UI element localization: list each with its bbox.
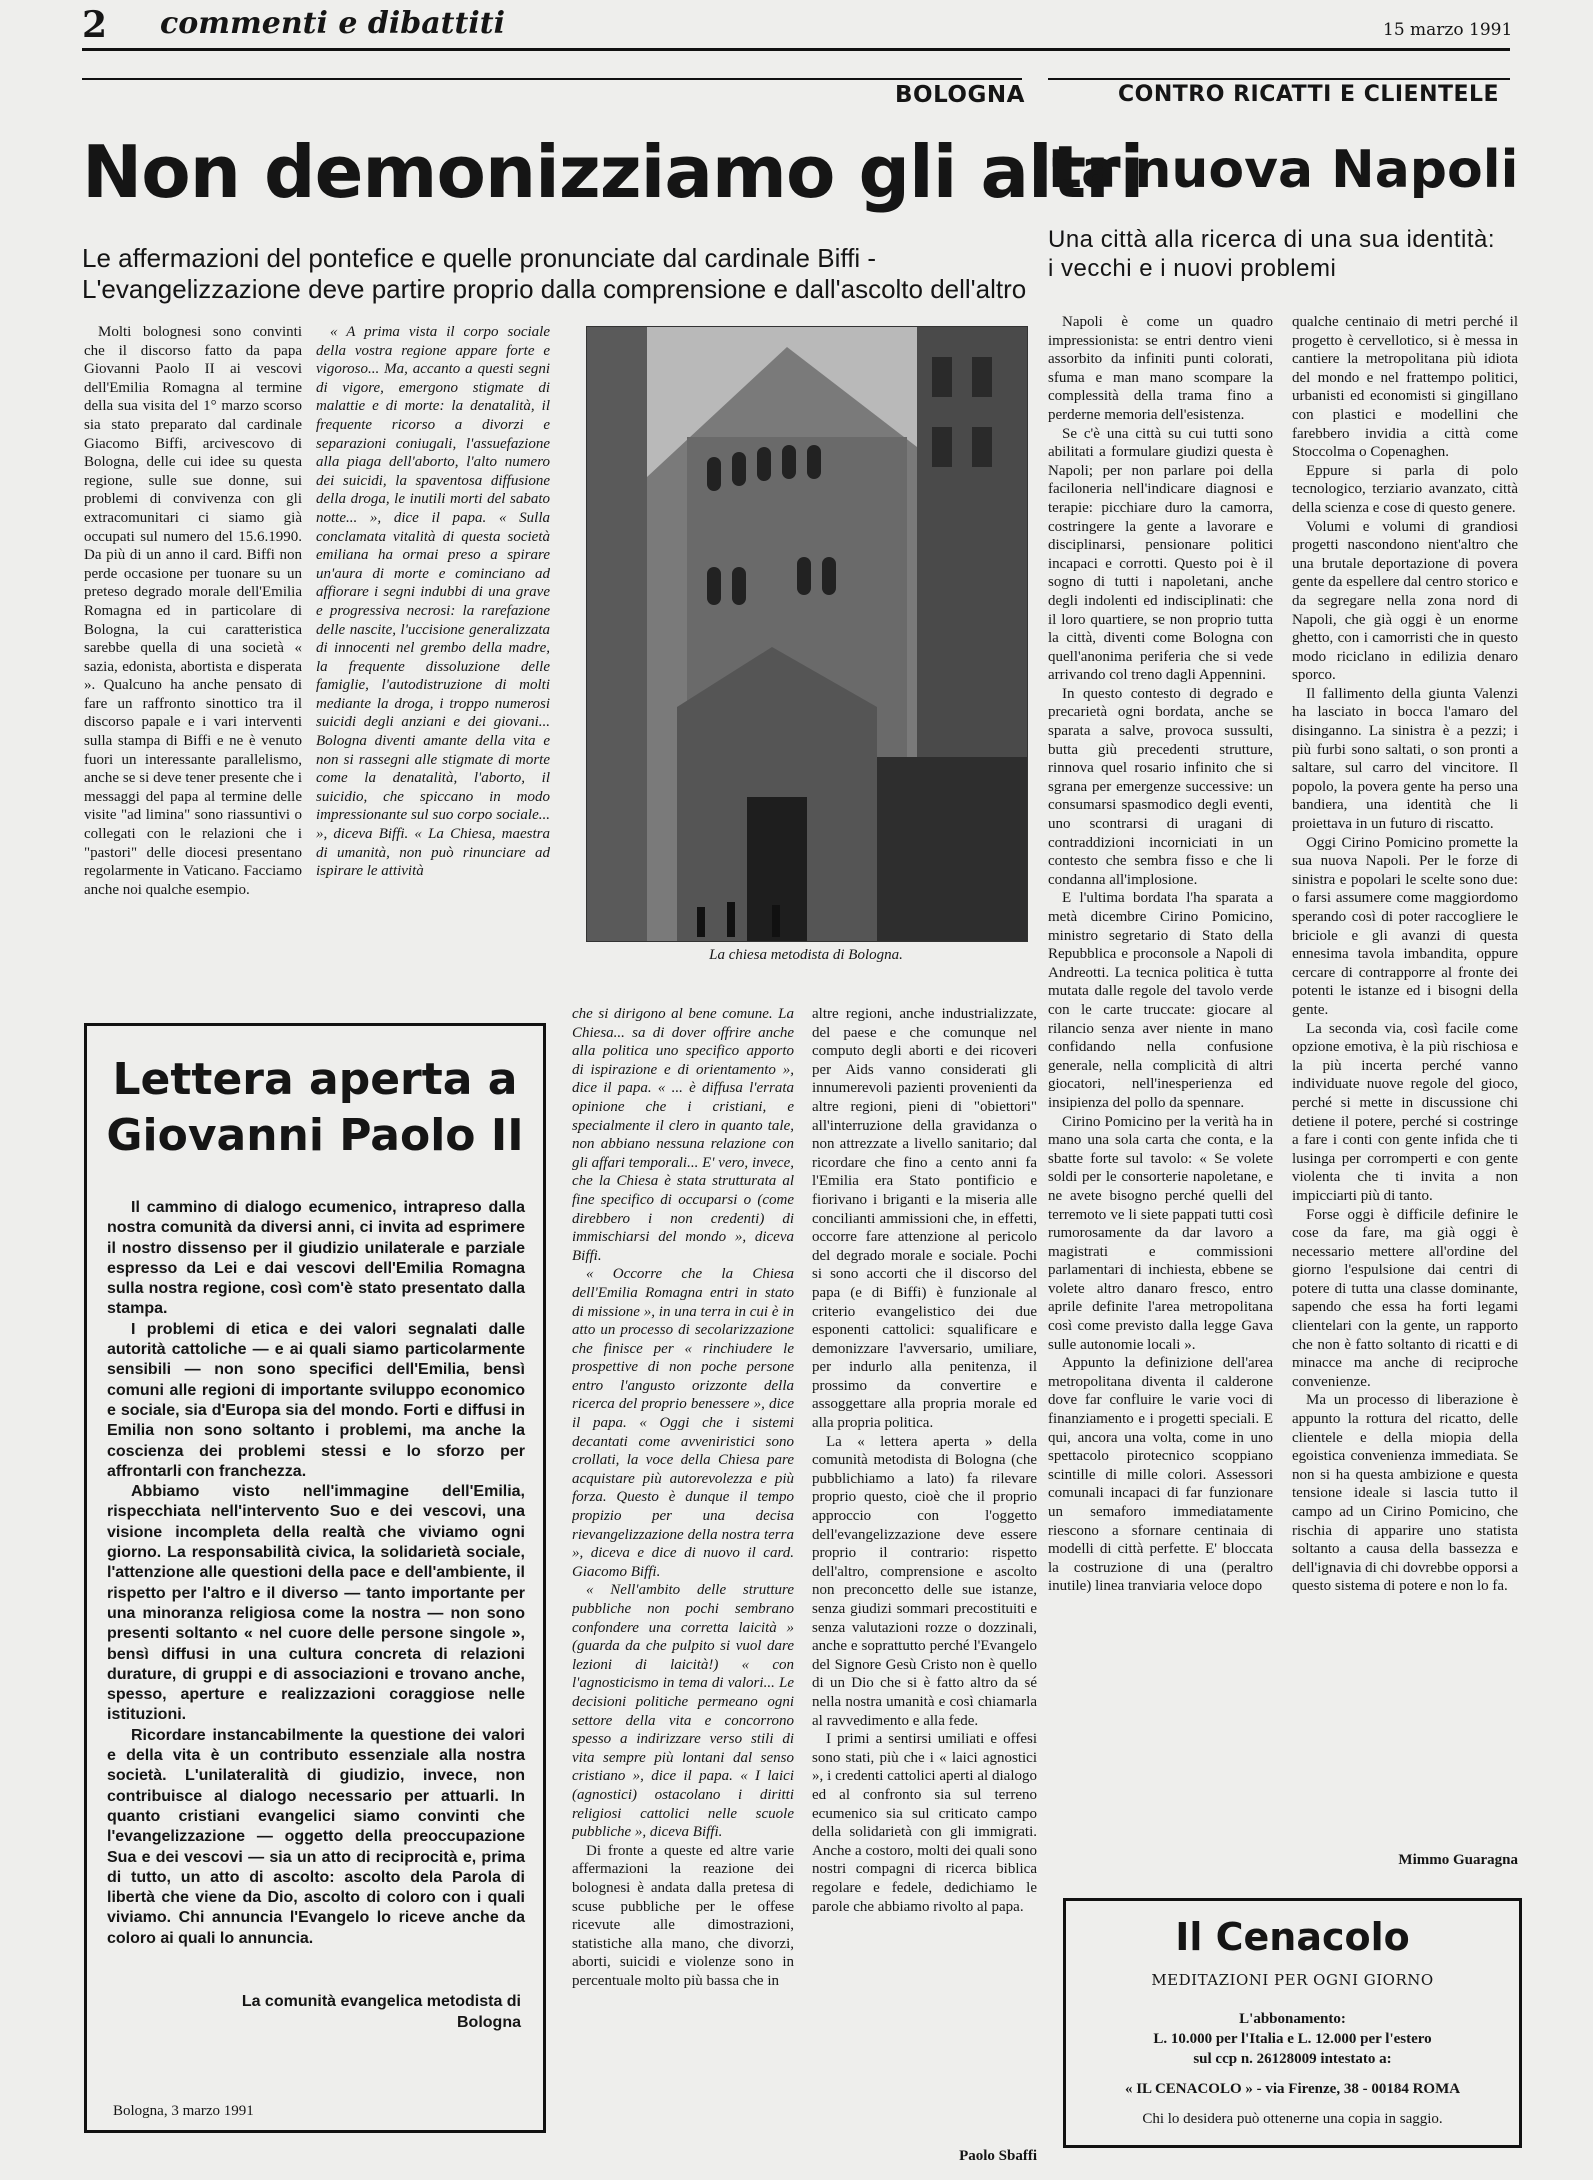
page-number: 2 [82,4,108,46]
paragraph: Appunto la definizione dell'area metropolitana diventa il calderone dove far confluire le varie voci di finanziamento e i progetti speciali. E qui, ancora una volta, come in uno spettacolo pirotecnico scoppiano scintille di mille colori. Assessori comunali incapaci di far funzionare un semaforo immediatamente riescono a sfornare centinaia di modelli di città perfette. E' bloccata la costruzione di una (peraltro inutile) linea tranviaria veloce dopo [1048,1355,1273,1595]
ad-line: « IL CENACOLO » - via Firenze, 38 - 00184 ROMA [1124,2081,1461,2097]
right-article-column-2 [1292,313,1518,1873]
right-kicker-rule [1048,78,1510,80]
header-rule [82,48,1510,51]
photo-caption: La chiesa metodista di Bologna. [709,947,903,963]
letter-title: Lettera aperta a Giovanni Paolo II [106,1054,524,1161]
paragraph: Volumi e volumi di grandiosi progetti nascondono nient'altro che una brutale deportazione di povera gente da espellere dal centro storico e da segregare nella zona nord di Napoli, che già oggi è un enorme ghetto, con i camorristi che in questo modo riciclano in edilizia denaro sporco. [1292,518,1518,684]
paragraph: « Nell'ambito delle strutture pubbliche non pochi sembrano confondere una corretta laicità » (guarda da che pulpito si vuol dare lezioni di laicità!) « con l'agnosticismo in tema di valori... Le decisioni politiche permeano ogni settore della vita e concorrono spesso a indirizzare verso stili di vita sempre più lontani dal senso cristiano », dice il papa. « I laici (agnostici) ostacolano i diritti religiosi cattolici nelle scuole pubbliche », diceva Biffi. [572,1582,794,1841]
paragraph: In questo contesto di degrado e precarietà ogni bordata, anche se sparata a salve, provoca sussulti, butta giù precedenti strutture, rinnova quel rosario infinito che si sgrana per emergenze successive: un consumarsi spasmodico degli eventi, uno scontrarsi di uragani di contraddizioni incorniciati in un contesto che sembra fisso e che li condanna all'implosione. [1048,685,1273,888]
cenacolo-ad [1063,1898,1522,2148]
open-letter-box [84,1023,546,2133]
left-kicker-rule [82,78,1022,80]
ad-title: Il Cenacolo [1175,1915,1410,1959]
paragraph: che si dirigono al bene comune. La Chiesa... sa di dover offrire anche alla politica uno specifico apporto di ispirazione e di orientamento », dice il papa. « ... è diffusa l'errata opinione che i cristiani, e specialmente il clero in quanto tale, non abbiano nessuna relazione con gli affari temporali... E' vero, invece, che la Chiesa è stata strutturata al fine specifico di occuparsi o (come direbbero i non credenti) di immischiarsi del mondo », diceva Biffi. [572,1006,794,1264]
paragraph: I primi a sentirsi umiliati e offesi sono stati, più che i « laici agnostici », i credenti cattolici aperti al dialogo ed al confronto sia sul terreno ecumenico sia sul criticato campo della solidarietà con gli immigrati. Anche a costoro, molti dei quali sono nostri compagni di ricerca biblica regolare e fedele, dedichiamo le parole che abbiamo rivolto al papa. [812,1731,1037,1915]
paragraph: qualche centinaio di metri perché il progetto è cervellotico, si è messa in cantiere la metropolitana più idiota del mondo e nel frattempo politici, urbanisti ed economisti si gingillano con plastici e modellini che farebbero invidia a città come Stoccolma o Copenaghen. [1292,314,1518,461]
paragraph: Oggi Cirino Pomicino promette la sua nuova Napoli. Per le forze di sinistra e popolari le scelte sono due: o farsi assumere come maggiordomo sperando così di poter raccogliere le briciole e gli avanzi di questa ennesima tavola imbandita, oppure cercare di contrapporre al fronte dei potenti le istanze ed i bisogni della gente. [1292,834,1518,1018]
left-kicker: BOLOGNA [895,82,1025,108]
paragraph: La seconda via, così facile come opzione emotiva, è la più rischiosa e la più incerta perché vanno individuate nuove regole del gioco, perché si mette in discussione chi detiene il potere, perché si costringe a fare i conti con gente infida che ti lusinga per corromperti e con gente violenta che ti invita a non impicciarti più di tanto. [1292,1020,1518,1204]
paragraph: Eppure si parla di polo tecnologico, terziario avanzato, città della scienza e cose di questo genere. [1292,462,1518,516]
paragraph: Ma un processo di liberazione è appunto la rottura del ricatto, delle clientele e della miopia della egoistica convenienza immediata. Se non si ha questa ambizione e questa tensione ideale si lascia tutto il campo ad un Cirino Pomicino, che rischia di apparire uno statista soltanto a causa della bassezza e dell'ignavia di chi dovrebbe opporsi a questo sistema di potere e non lo fa. [1292,1392,1518,1595]
left-article-column-3 [572,1005,794,2137]
paragraph: Molti bolognesi sono convinti che il discorso fatto da papa Giovanni Paolo II ai vescovi dell'Emilia Romagna al termine della sua visita del 1° marzo scorso sia stato preparato dal cardinale Giacomo Biffi, arcivescovo di Bologna, delle cui idee su questa regione, sulle sue donne, sui problemi di convivenza con gli extracomunitari ci siamo già occupati sul numero del 15.6.1990. Da più di un anno il card. Biffi non perde occasione per tuonare su un preteso degrado morale dell'Emilia Romagna ed in particolare di Bologna, la cui caratteristica sarebbe quella di una società « sazia, edonista, abortista e disperata ». Qualcuno ha anche pensato di fare un raffronto sinottico tra il discorso papale e i vari interventi sulla stampa di Biffi e ne è venuto fuori un interessante parallelismo, anche se si deve tener presente che i messaggi del papa al termine delle visite "ad limina" sono riassuntivi o collegati con le relazioni che i "pastori" delle diocesi presentano regolarmente in Vaticano. Facciamo anche noi qualche esempio. [84,324,302,898]
letter-paragraph: I problemi di etica e dei valori segnalati dalle autorità cattoliche — e ai quali siamo particolarmente sensibili — non sono specifici dell'Emilia, bensì comuni alle regioni di importante sviluppo economico e sociale, sia d'Europa sia del mondo. Forti e diffusi in Emilia non sono soltanto i problemi, ma anche la coscienza dei problemi stessi e lo sforzo per affrontarli con franchezza. [107,1320,525,1480]
left-subhead: Le affermazioni del pontefice e quelle pronunciate dal cardinale Biffi - L'evangelizzazione deve partire proprio dalla comprensione e dall'ascolto dell'altro [82,243,1027,304]
left-headline: Non demonizziamo gli altri [82,130,1144,214]
left-byline: Paolo Sbaffi [959,2148,1037,2164]
paragraph: Forse oggi è difficile definire le cose da fare, ma già oggi è necessario mettere all'ordine del giorno l'espulsione dai centri di potere di tutta una classe dominante, sapendo che essa ha forti legami clientelari con la gente, un rapporto che non è fatto soltanto di ricatti e di minacce ma anche di reciproche convenienze. [1292,1206,1518,1390]
ad-subtitle: MEDITAZIONI PER OGNI GIORNO [1151,1971,1434,1989]
church-illustration [587,327,1027,941]
ad-details [1066,2009,1519,2099]
right-article-column-1 [1048,313,1273,1873]
church-photo [586,326,1028,942]
ad-footer: Chi lo desidera può ottenerne una copia in saggio. [1142,2111,1443,2127]
letter-paragraph: Ricordare instancabilmente la questione dei valori e della vita è un contributo essenziale alla nostra società. L'unilateralità di giudizio, invece, non contribuisce al dialogo necessario per attuarli. In quanto cristiani evangelici siamo convinti che l'evangelizzazione — oggetto della preoccupazione Sua e dei vescovi — sia un atto di reciprocità e, prima di tutto, un atto di ascolto: ascolto dela Parola di libertà che viene da Dio, ascolto di coloro con i quali viviamo. Chi annuncia l'Evangelo lo riceve anche da coloro ai quali lo annuncia. [107,1726,525,1947]
ad-line: L. 10.000 per l'Italia e L. 12.000 per l'estero [1153,2031,1432,2047]
section-title: commenti e dibattiti [160,6,506,41]
left-article-column-2 [316,323,550,1008]
paragraph: « A prima vista il corpo sociale della vostra regione appare forte e vigoroso... Ma, accanto a questi segni di vigore, emergono stigmate di malattie e di morte: la denatalità, il frequente ricorso a divorzi e separazioni coniugali, l'assuefazione alla piaga dell'aborto, l'alto numero dei suicidi, la spaventosa diffusione della droga, le inutili morti del sabato notte... », dice il papa. « Sulla conclamata vitalità di questa società emiliana ha ormai preso a spirare un'aura di morte e cominciano ad affiorare i segni indubbi di una grave e progressiva necrosi: la rarefazione delle nascite, l'uccisione generalizzata di innocenti nel grembo della madre, la frequente dissoluzione delle famiglie, l'autodistruzione di molti mediante la droga, i troppo numerosi suicidi degli anziani e dei giovani... Bologna diventi amante della vita e non si rassegni alle stigmate di morte come la denatalità, l'aborto, il suicidio, che spiccano in modo impressionante sul suo corpo sociale... », diceva Biffi. « La Chiesa, maestra di umanità, non può rinunciare ad ispirare le attività [316,324,550,880]
letter-paragraph: Abbiamo visto nell'immagine dell'Emilia, rispecchiata nell'intervento Suo e dei vescovi, una visione incompleta della realtà che viviamo ogni giorno. La responsabilità civica, la solidarietà sociale, l'attenzione alle questioni della pace e dell'ambiente, il rispetto per l'altro e il diverso — tanto importante per una minoranza religiosa come la nostra — non sono presenti soltanto « nel cuore delle persone singole », bensì diffusi in una cultura concreta di relazioni durature, di gruppi e di associazioni e trovano anche, spesso, aperture e realizzazioni coraggiose nelle istituzioni. [107,1483,525,1724]
issue-date: 15 marzo 1991 [1383,20,1513,40]
paragraph: Se c'è una città su cui tutti sono abilitati a formulare giudizi questa è Napoli; per non parlare poi della faciloneria nell'indicare diagnosi e terapie: picchiare duro la camorra, costringere la gente a lavorare e disciplinarsi, pensionare politici incapaci e corrotti. Questo poi è il sogno di tutti i napoletani, anche degli indolenti ed indisciplinati: che il loro quartiere, se non proprio tutta la città, diventi come Bologna con quell'anonima periferia che si vede arrivando col treno dagli Appennini. [1048,425,1273,684]
left-article-column-4 [812,1005,1037,2115]
ad-line: L'abbonamento: [1239,2011,1346,2027]
letter-paragraph: Il cammino di dialogo ecumenico, intrapreso dalla nostra comunità da diversi anni, ci invita ad esprimere il nostro dissenso per il giudizio unilaterale e parziale espresso da Lei e dai vescovi dell'Emilia Romagna sulla nostra regione, così com'è stato presentato dalla stampa. [107,1199,525,1318]
paragraph: E l'ultima bordata l'ha sparata a metà dicembre Cirino Pomicino, ministro segretario di Stato della Repubblica e proconsole a Napoli di Andreotti. La tecnica politica è tutta mutata dalle regole del tavolo verde con le carte truccate: giocare al rilancio senza aver niente in mano confidando nella confusione generale, nella complicità di altri giocatori, nell'inesperienza ed insipienza del pollo da spennare. [1048,890,1273,1111]
right-byline: Mimmo Guaragna [1398,1852,1518,1868]
ad-line: sul ccp n. 26128009 intestato a: [1193,2051,1392,2067]
paragraph: altre regioni, anche industrializzate, del paese e che comunque nel computo degli aborti e dei ricoveri per Aids vanno considerati gli innumerevoli pazienti provenienti da altre regioni, pieni di "obiettori" all'interruzione della gravidanza o non attrezzate a livello sanitario; dal ricordare che fino a cento anni fa l'Emilia era Stato pontificio e fiorivano i briganti e la miseria alle concilianti ammissioni che, in effetti, occorre fare attenzione al pericolo del degrado morale e sociale. Pochi si sono accorti che il discorso del papa (e di Biffi) è funzionale al criterio evangelistico dei due esponenti cattolici: squalificare e demonizzare l'avversario, umiliare, per indurlo alla penitenza, il prossimo da convertire e assoggettare alla propria morale ed alla propria politica. [812,1006,1037,1432]
right-subhead: Una città alla ricerca di una sua identità: i vecchi e i nuovi problemi [1048,226,1496,282]
left-article-column-1 [84,323,302,1008]
paragraph: Cirino Pomicino per la verità ha in mano una sola carta che conta, e la sbatte forte sul tavolo: « Se volete soldi per le consorterie napoletane, e ne avete bisogno perché quelli del terremoto ve li siete pappati tutti così rumorosamente da dar lavoro a magistrati e commissioni parlamentari di inchiesta, ebbene se volete altro danaro fresco, entro aprile definite l'area metropolitana così come previsto dalla legge Gava sulle autonomie locali ». [1048,1113,1273,1353]
paragraph: Di fronte a queste ed altre varie affermazioni la reazione dei bolognesi è andata dalla pretesa di scuse pubbliche per le offese ricevute alle dimostrazioni, statistiche alla mano, che divorzi, aborti, suicidi e violenze sono in percentuale molto più bassa che in [572,1842,794,1989]
letter-date: Bologna, 3 marzo 1991 [113,2103,254,2119]
paragraph: Il fallimento della giunta Valenzi ha lasciato in bocca l'amaro del disinganno. La sinistra è a pezzi; i più furbi sono saltati, o son pronti a saltare, sul carro del vincitore. Il popolo, la povera gente ha perso una bandiera, una identità che li proiettava in un futuro di riscatto. [1292,685,1518,833]
letter-body [107,1198,525,1949]
paragraph: Napoli è come un quadro impressionista: se entri dentro vieni assorbito da infiniti punti colorati, sfuma e man mano scompare la complessità della trama fino a perderne memoria dell'esistenza. [1048,314,1273,423]
right-headline: La nuova Napoli [1048,140,1519,200]
paragraph: La « lettera aperta » della comunità metodista di Bologna (che pubblichiamo a lato) fa rilevare proprio questo, cioè che il proprio approccio con l'oggetto dell'evangelizzazione deve essere proprio il contrario: rispetto dell'altro, comprensione e ascolto non preconcetto delle sue istanze, senza giudizi sommari precostituiti e senza valutazioni rozze o dozzinali, anche e soprattutto perché l'Evangelo del Signore Gesù Cristo non è quello di un Dio che si è fatto altro da sé nella nostra umanità e così chiamarla al ravvedimento e alla fede. [812,1433,1037,1729]
right-kicker: CONTRO RICATTI E CLIENTELE [1118,82,1500,107]
letter-signature: La comunità evangelica metodista di Bologna [241,1993,521,2031]
paragraph: « Occorre che la Chiesa dell'Emilia Romagna entri in stato di missione », in una terra in cui è in atto un processo di secolarizzazione che finisce per « rinchiudere le prospettive di non poche persone entro l'angusto orizzonte della ricerca del proprio benessere », dice il papa. « Oggi che i sistemi decantati come avveniristici sono crollati, la voce della Chiesa pare acquistare più autorevolezza e più forza. Questo è dunque il tempo propizio per una decisa rievangelizzazione della nostra terra », diceva e dice di nuovo il card. Giacomo Biffi. [572,1266,794,1580]
